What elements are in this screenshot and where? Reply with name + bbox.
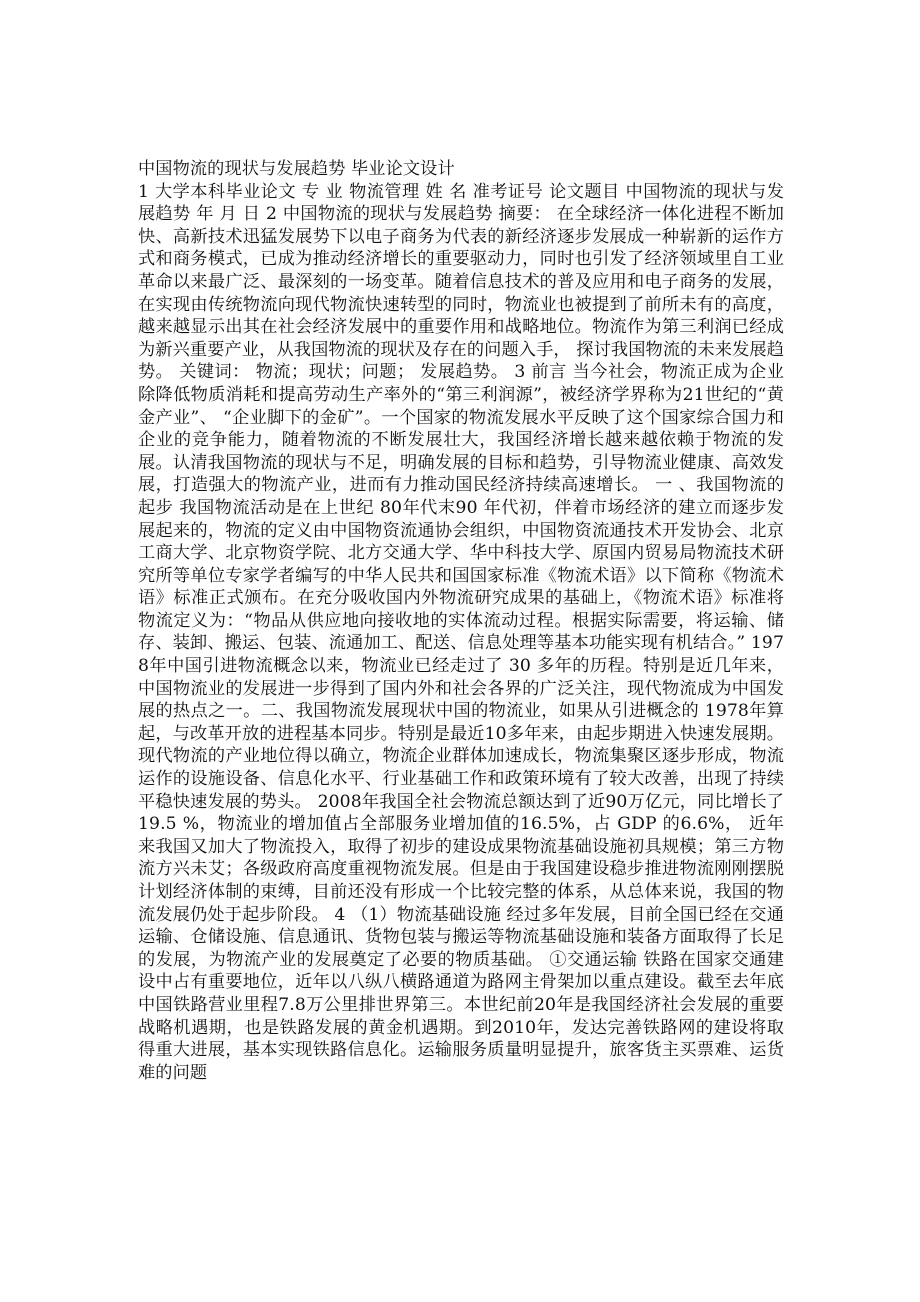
document-text <box>138 158 784 1084</box>
document-body: 1 大学本科毕业论文 专 业 物流管理 姓 名 准考证号 论文题目 中国物流的现状与发展趋势 年 月 日 2 中国物流的现状与发展趋势 摘要： 在全球经济一体化进程不断加快、高新技术迅猛发展势下以电子商务为代表的新经济逐步发展成一种崭新的运作方式和商务模式，已成为推动经济增长的重要驱动力，同时也引发了经济领域里自工业革命以来最广泛、最深刻的一场变革。随着信息技术的普及应用和电子商务的发展，在实现由传统物流向现代物流快速转型的同时，物流业也被提到了前所未有的高度，越来越显示出其在社会经济发展中的重要作用和战略地位。物流作为第三利润已经成为新兴重要产业，从我国物流的现状及存在的问题入手， 探讨我国物流的未来发展趋势。 关键词： 物流；现状；问题； 发展趋势。 3 前言 当今社会，物流正成为企业除降低物质消耗和提高劳动生产率外的“第三利润源”，被经济学界称为21世纪的“黄金产业”、 “企业脚下的金矿”。一个国家的物流发展水平反映了这个国家综合国力和企业的竞争能力，随着物流的不断发展壮大，我国经济增长越来越依赖于物流的发展。认清我国物流的现状与不足，明确发展的目标和趋势，引导物流业健康、高效发展，打造强大的物流产业，进而有力推动国民经济持续高速增长。 一 、我国物流的起步 我国物流活动是在上世纪 80年代末90 年代初，伴着市场经济的建立而逐步发展起来的，物流的定义由中国物资流通协会组织，中国物资流通技术开发协会、北京工商大学、北京物资学院、北方交通大学、华中科技大学、原国内贸易局物流技术研究所等单位专家学者编写的中华人民共和国国家标准《物流术语》以下简称《物流术语》标准正式颁布。在充分吸收国内外物流研究成果的基础上，《物流术语》标准将物流定义为：“物品从供应地向接收地的实体流动过程。根据实际需要，将运输、储存、装卸、搬运、包装、流通加工、配送、信息处理等基本功能实现有机结合。” 1978年中国引进物流概念以来，物流业已经走过了 30 多年的历程。特别是近几年来，中国物流业的发展进一步得到了国内外和社会各界的广泛关注，现代物流成为中国发展的热点之一。二、我国物流发展现状中国的物流业，如果从引进概念的 1978年算起，与改革开放的进程基本同步。特别是最近10多年来，由起步期进入快速发展期。现代物流的产业地位得以确立，物流企业群体加速成长，物流集聚区逐步形成，物流运作的设施设备、信息化水平、行业基础工作和政策环境有了较大改善，出现了持续平稳快速发展的势头。 2008年我国全社会物流总额达到了近90万亿元，同比增长了19.5 %，物流业的增加值占全部服务业增加值的16.5%，占 GDP 的6.6%， 近年来我国又加大了物流投入，取得了初步的建设成果物流基础设施初具规模；第三方物流方兴未艾；各级政府高度重视物流发展。但是由于我国建设稳步推进物流刚刚摆脱计划经济体制的束缚，目前还没有形成一个比较完整的体系，从总体来说，我国的物流发展仍处于起步阶段。 4 （1）物流基础设施 经过多年发展，目前全国已经在交通运输、仓储设施、信息通讯、货物包装与搬运等物流基础设施和装备方面取得了长足的发展，为物流产业的发展奠定了必要的物质基础。 ①交通运输 铁路在国家交通建设中占有重要地位，近年以八纵八横路通道为路网主骨架加以重点建设。截至去年底中国铁路营业里程7.8万公里排世界第三。本世纪前20年是我国经济社会发展的重要战略机遇期，也是铁路发展的黄金机遇期。到2010年，发达完善铁路网的建设将取得重大进展，基本实现铁路信息化。运输服务质量明显提升，旅客货主买票难、运货难的问题 <box>138 181 784 1083</box>
document-title: 中国物流的现状与发展趋势 毕业论文设计 <box>138 159 455 179</box>
